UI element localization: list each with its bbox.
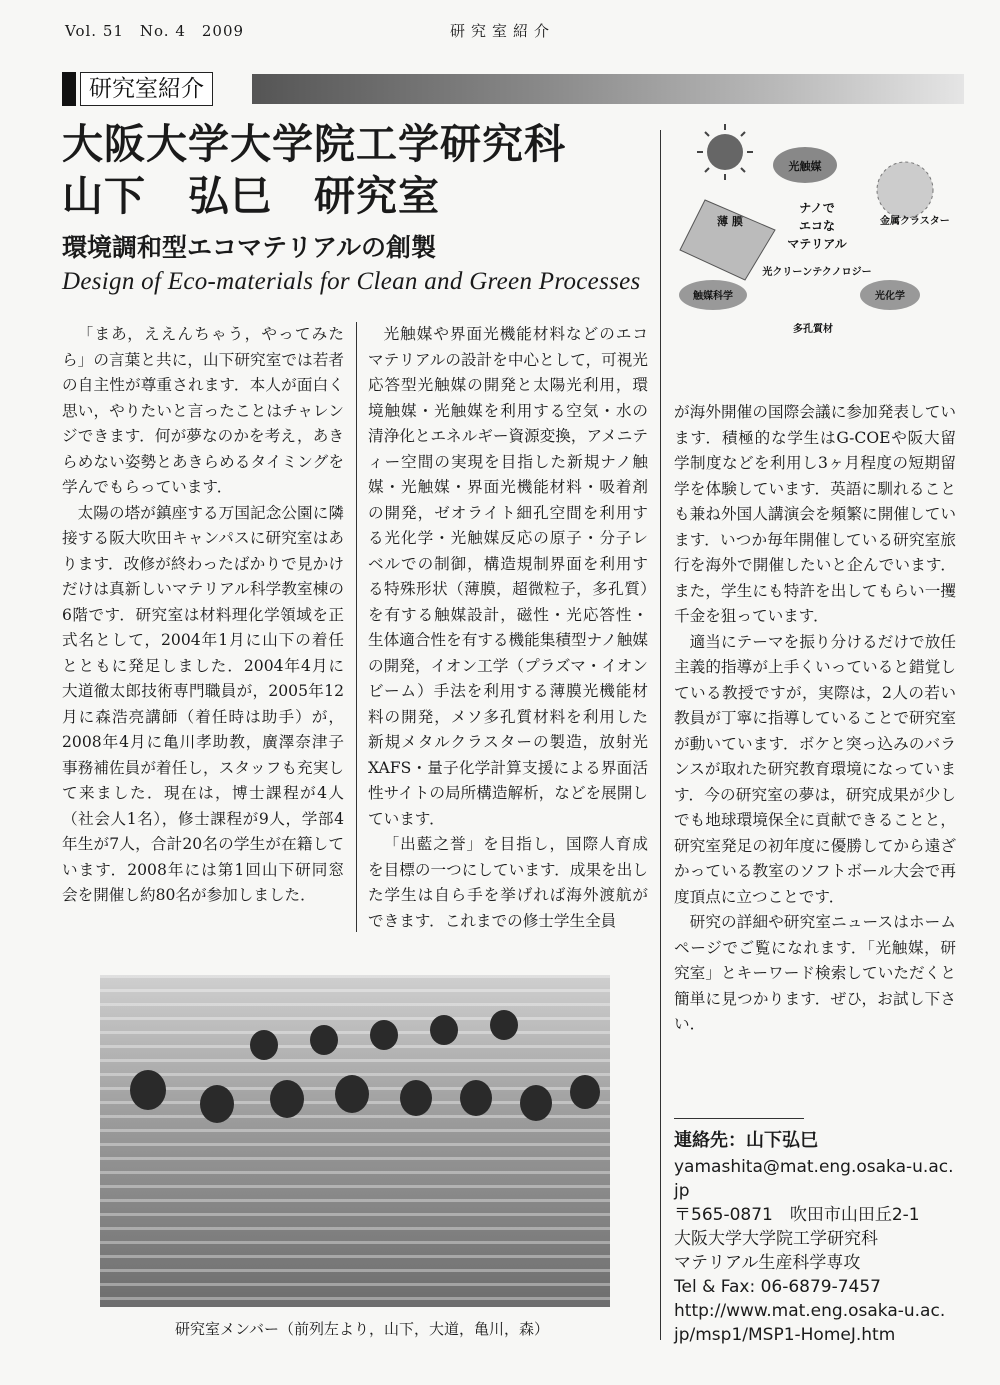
banner-gradient: [252, 74, 964, 104]
column-divider: [660, 130, 661, 1340]
contact-email[interactable]: yamashita@mat.eng.osaka-u.ac.: [674, 1157, 954, 1177]
center-label-3: マテリアル: [787, 237, 847, 251]
page-subtitle: 環境調和型エコマテリアルの創製: [62, 233, 437, 262]
body-column-1: [62, 322, 344, 909]
staircase-backdrop: [100, 975, 610, 1307]
paragraph: 太陽の塔が鎮座する万国記念公園に隣接する阪大吹田キャンパスに研究室はあります．改修が終わったばかりで見かけだけは真新しいマテリアル科学教室棟の6階です．研究室は材料理化学領域を正式名として，2004年1月に山下の着任とともに発足しました．2004年4月に大道徹太郎技術専門職員が，2005年12月に森浩亮講師（着任時は助手）が，2008年4月に亀川孝助教，廣澤奈津子事務補佐員が着任し，スタッフも充実して来ました．現在は，博士課程が4人（社会人1名），修士課程が9人，学部4年生が7人，合計20名の学生が在籍しています．2008年には第1回山下研同窓会を開催し約80名が参加しました．: [62, 503, 344, 904]
photochem-label: 光化学: [875, 291, 905, 302]
photo-caption: 研究室メンバー（前列左より，山下，大道，亀川，森）: [175, 1320, 549, 1338]
section-tag: 研究室紹介: [80, 72, 213, 106]
person-silhouette: [430, 1015, 458, 1045]
paragraph: 「まあ，ええんちゃう，やってみたら」の言葉と共に，山下研究室では若者の自主性が尊重されます．本人が面白く思い，やりたいと言ったことはチャレンジできます．何が夢なのかを考え，あきらめない姿勢とあきらめるタイミングを学んでもらっています．: [62, 325, 344, 496]
green-tech-label: 光クリーンテクノロジー: [762, 267, 872, 278]
center-label-1: ナノで: [799, 201, 835, 215]
contact-address: 〒565-0871 吹田市山田丘2-1: [674, 1205, 920, 1225]
center-label-2: エコな: [798, 219, 836, 233]
person-silhouette: [310, 1025, 338, 1055]
photocatalyst-label: 光触媒: [788, 160, 822, 173]
thin-film-shape: [680, 200, 775, 280]
banner-marker: [62, 72, 76, 106]
person-silhouette: [270, 1080, 304, 1118]
paragraph: 適当にテーマを振り分けるだけで放任主義的指導が上手くいっていると錯覚している教授ですが，実際は，2人の若い教員が丁寧に指導していることで研究室が動いています．ボケと突っ込みのバランスが取れた研究教育環境になっています．今の研究室の夢は，研究成果が少しでも地球環境保全に貢献できることと，研究室発足の初年度に優勝してから遠ざかっている教室のソフトボール大会で再度頂点に立つことです．: [674, 632, 956, 906]
person-silhouette: [460, 1080, 492, 1116]
person-silhouette: [490, 1010, 518, 1040]
body-column-3: [674, 400, 956, 1038]
person-silhouette: [400, 1080, 432, 1116]
title-line-2: 山下 弘巳 研究室: [62, 172, 440, 220]
column-divider: [356, 322, 357, 932]
person-silhouette: [130, 1070, 166, 1110]
person-silhouette: [370, 1020, 398, 1050]
contact-phone: Tel & Fax: 06-6879-7457: [674, 1277, 881, 1297]
group-photo: [100, 975, 610, 1307]
concept-diagram: [675, 120, 955, 340]
paragraph: 「出藍之誉」を目指し，国際人育成を目標の一つにしています．成果を出した学生は自ら手を挙げれば海外渡航ができます．これまでの修士学生全員: [368, 835, 648, 930]
contact-divider: [674, 1118, 804, 1119]
title-line-1: 大阪大学大学院工学研究科: [62, 120, 566, 168]
sun-icon: [697, 124, 753, 180]
contact-url-cont[interactable]: jp/msp1/MSP1-HomeJ.htm: [674, 1325, 896, 1345]
contact-block: [674, 1118, 974, 1347]
thin-film-label: 薄 膜: [717, 215, 743, 228]
catalysis-label: 触媒科学: [693, 291, 733, 302]
paragraph: 研究の詳細や研究室ニュースはホームページでご覧になれます．「光触媒，研究室」とキーワード検索していただくと簡単に見つかります．ぜひ，お試し下さい．: [674, 913, 956, 1033]
contact-heading: 連絡先：山下弘巳: [674, 1130, 818, 1151]
section-banner: [62, 70, 964, 106]
paragraph: が海外開催の国際会議に参加発表しています．積極的な学生はG-COEや阪大留学制度などを利用し3ヶ月程度の短期留学を体験しています．英語に馴れることも兼ね外国人講演会を頻繁に開催しています．いつか毎年開催している研究室旅行を海外で開催したいと企んでいます．また，学生にも特許を出してもらい一攫千金を狙っています．: [674, 403, 956, 625]
person-silhouette: [200, 1085, 234, 1123]
contact-department: マテリアル生産科学専攻: [674, 1253, 861, 1273]
contact-url[interactable]: http://www.mat.eng.osaka-u.ac.: [674, 1301, 946, 1321]
section-header: 研究室紹介: [450, 22, 556, 40]
person-silhouette: [250, 1030, 278, 1060]
porous-label: 多孔質材: [793, 324, 833, 335]
person-silhouette: [335, 1075, 369, 1113]
cluster-sphere: [877, 162, 933, 218]
contact-affiliation: 大阪大学大学院工学研究科: [674, 1229, 878, 1249]
paragraph: 光触媒や界面光機能材料などのエコマテリアルの設計を中心として，可視光応答型光触媒の開発と太陽光利用，環境触媒・光触媒を利用する空気・水の清浄化とエネルギー資源変換，アメニティー空間の実現を目指した新規ナノ触媒・光触媒・界面光機能材料・吸着剤の開発，ゼオライト細孔空間を利用する光化学・光触媒反応の原子・分子レベルでの制御，構造規制界面を利用する特殊形状（薄膜，超微粒子，多孔質）を有する触媒設計，磁性・光応答性・生体適合性を有する機能集積型ナノ触媒の開発，イオン工学（プラズマ・イオンビーム）手法を利用する薄膜光機能材料の開発，メソ多孔質材料を利用した新規メタルクラスターの製造，放射光XAFS・量子化学計算支援による界面活性サイトの局所構造解析，などを展開しています．: [368, 325, 648, 828]
volume-header: Vol. 51 No. 4 2009: [65, 22, 245, 40]
metal-cluster-label: 金属クラスター: [880, 216, 950, 227]
page-title: [62, 118, 566, 222]
contact-email-cont[interactable]: jp: [674, 1181, 690, 1201]
person-silhouette: [570, 1075, 600, 1109]
english-title: Design of Eco-materials for Clean and Green Processes: [62, 268, 641, 295]
body-column-2: [368, 322, 648, 934]
person-silhouette: [520, 1085, 552, 1121]
